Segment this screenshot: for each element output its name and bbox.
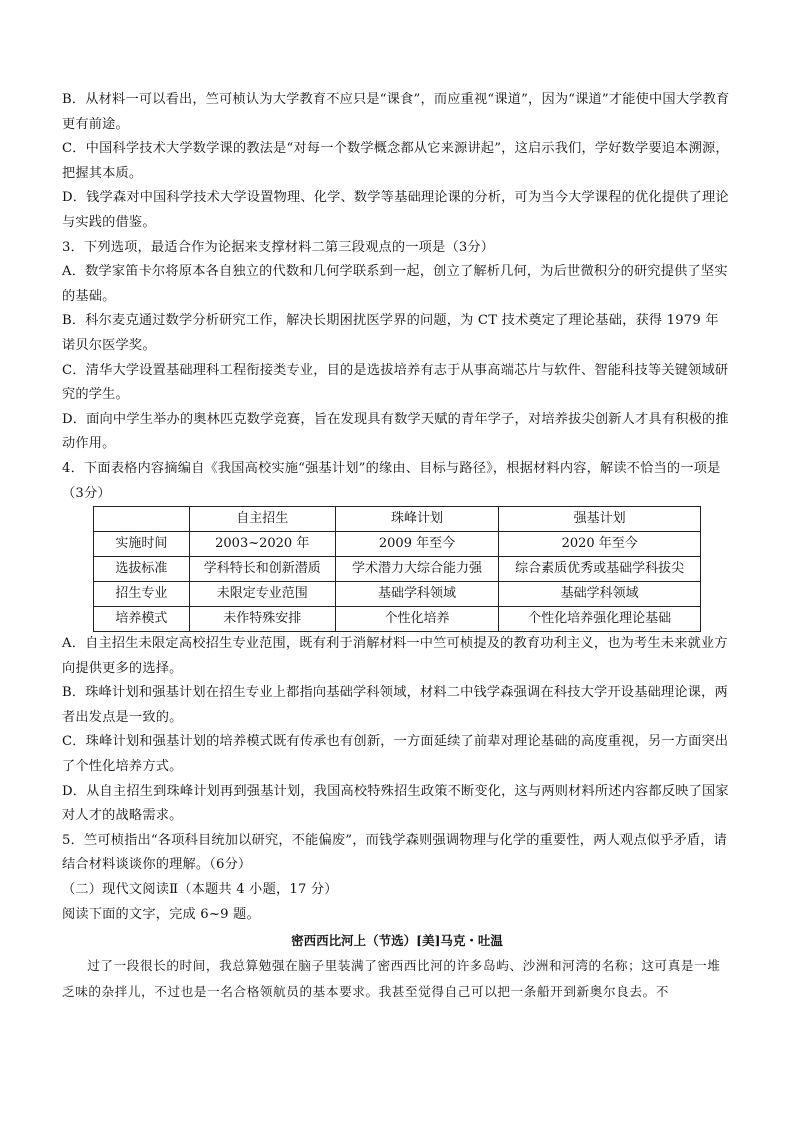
table-cell: 学术潜力大综合能力强: [335, 557, 499, 582]
table-cell: 基础学科领域: [499, 582, 701, 607]
option-b-q4: B．珠峰计划和强基计划在招生专业上都指向基础学科领域，材料二中钱学森强调在科技大学开设基础理论课，两者出发点是一致的。: [62, 685, 728, 725]
table-cell: 培养模式: [94, 607, 190, 632]
table-header-cell: 珠峰计划: [335, 507, 499, 532]
option-d-q3: D．面向中学生举办的奥林匹克数学竞赛，旨在发现具有数学天赋的青年学子，对培养拔尖创新人才具有积极的推动作用。: [62, 411, 729, 452]
option-b-q3: B．科尔麦克通过数学分析研究工作，解决长期困扰医学界的问题，为 CT 技术奠定了理论基础，获得 1979 年诺贝尔医学奖。: [62, 313, 719, 353]
section-heading: （二）现代文阅读Ⅱ（本题共 4 小题，17 分）: [62, 882, 338, 898]
option-b-q2: B．从材料一可以看出，竺可桢认为大学教育不应只是“课食”，而应重视“课道”，因为“课道”才能使中国大学教育更有前途。: [62, 92, 730, 132]
table-cell: 未限定专业范围: [189, 582, 335, 607]
article-title: 密西西比河上（节选）[美]马克・吐温: [291, 933, 503, 949]
table-cell: 个性化培养强化理论基础: [499, 607, 701, 632]
document-page: [62, 88, 732, 1005]
table-row: [94, 582, 701, 607]
option-c-q4: C．珠峰计划和强基计划的培养模式既有传承也有创新，一方面延续了前辈对理论基础的高度重视，另一方面突出了个性化培养方式。: [62, 734, 729, 775]
table-cell: 综合素质优秀或基础学科拔尖: [499, 557, 701, 582]
table-cell: 2020 年至今: [499, 532, 701, 557]
article-body: 过了一段很长的时间，我总算勉强在脑子里装满了密西西比河的许多岛屿、沙洲和河湾的名称；这可真是一堆乏味的杂拌儿，不过也是一名合格领航员的基本要求。我甚至觉得自己可以把一条船开到新奥尔良去。不: [62, 958, 721, 1000]
table-cell: 招生专业: [94, 582, 190, 607]
table-header-row: [94, 507, 701, 532]
table-row: [94, 532, 701, 557]
question-5: 5．竺可桢指出“各项科目统加以研究，不能偏废”，而钱学森则强调物理与化学的重要性，两人观点似乎矛盾，请结合材料谈谈你的理解。（6分）: [62, 832, 728, 873]
table-header-cell: [94, 507, 190, 532]
table-cell: 学科特长和创新潜质: [189, 557, 335, 582]
question-3: 3．下列选项，最适合作为论据来支撑材料二第三段观点的一项是（3分）: [62, 239, 495, 255]
option-a-q4: A．自主招生未限定高校招生专业范围，既有利于消解材料一中竺可桢提及的教育功利主义，也为考生未来就业方向提供更多的选择。: [62, 636, 728, 676]
reading-instruction: 阅读下面的文字，完成 6~9 题。: [62, 906, 260, 922]
table-cell: 实施时间: [94, 532, 190, 557]
option-a-q3: A．数学家笛卡尔将原本各自独立的代数和几何学联系到一起，创立了解析几何，为后世微积分的研究提供了坚实的基础。: [62, 264, 728, 304]
table-cell: 未作特殊安排: [189, 607, 335, 632]
table-row: [94, 607, 701, 632]
table-cell: 基础学科领域: [335, 582, 499, 607]
question-4: 4．下面表格内容摘编自《我国高校实施“强基计划”的缘由、目标与路径》，根据材料内容，解读不恰当的一项是（3分）: [62, 460, 721, 501]
table-cell: 个性化培养: [335, 607, 499, 632]
comparison-table: [93, 506, 701, 632]
table-header-cell: 强基计划: [499, 507, 701, 532]
option-c-q2: C．中国科学技术大学数学课的教法是“对每一个数学概念都从它来源讲起”，这启示我们，学好数学要追本溯源，把握其本质。: [62, 141, 729, 181]
table-row: [94, 557, 701, 582]
option-d-q4: D．从自主招生到珠峰计划再到强基计划，我国高校特殊招生政策不断变化，这与两则材料所述内容都反映了国家对人才的战略需求。: [62, 783, 729, 824]
table-cell: 2003~2020 年: [189, 532, 335, 557]
table-header-cell: 自主招生: [189, 507, 335, 532]
table-cell: 选拔标准: [94, 557, 190, 582]
comparison-table-wrap: [93, 506, 701, 632]
option-c-q3: C．清华大学设置基础理科工程衔接类专业，目的是选拔培养有志于从事高端芯片与软件、智能科技等关键领域研究的学生。: [62, 362, 729, 403]
table-cell: 2009 年至今: [335, 532, 499, 557]
option-d-q2: D．钱学森对中国科学技术大学设置物理、化学、数学等基础理论课的分析，可为当今大学课程的优化提供了理论与实践的借鉴。: [62, 190, 729, 230]
